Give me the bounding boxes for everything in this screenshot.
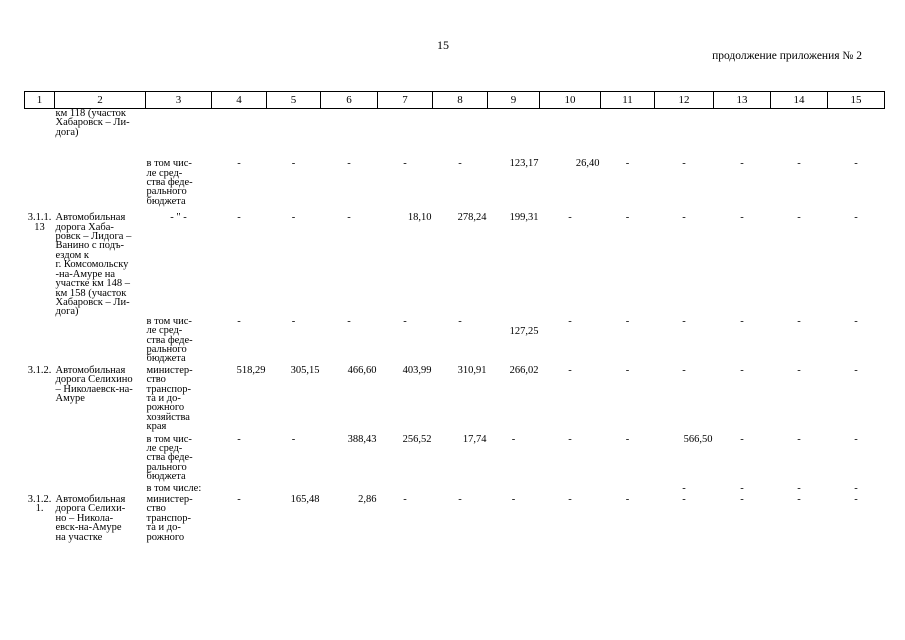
table-row [25,482,885,493]
value-col-5: - [291,158,296,170]
value-col-8: 278,24 [457,212,487,224]
value-col-7: 256,52 [402,433,432,445]
value-col-13: - [740,315,744,327]
value-col-11: - [625,433,630,445]
value-col-12: - [682,482,686,494]
row-number [25,432,55,482]
value-col-5 [267,109,321,138]
value-col-15: - [854,482,858,494]
row-number [25,482,55,493]
column-header-10: 10 [540,92,601,109]
column-header-4: 4 [212,92,267,109]
value-col-15: - [854,315,858,327]
value-col-4: 518,29 [236,364,266,376]
value-col-6: - [347,158,351,170]
value-col-10: 26,40 [575,158,600,170]
responsible-org: в том чис- ле сред- ства феде- рального бюджета [146,433,193,483]
table-row [25,493,885,542]
value-col-12: 566,50 [683,433,713,445]
value-col-11 [601,482,655,493]
value-col-14: - [797,158,801,170]
value-col-15: - [854,433,858,445]
value-col-4: - [237,433,241,445]
row-number: 3.1.2. 1. [27,494,52,515]
value-col-13: - [740,494,744,506]
value-col-11: - [625,315,630,327]
value-col-9: 266,02 [509,364,539,376]
value-col-7 [378,482,433,493]
road-name [55,432,146,482]
value-col-6: - [347,212,351,224]
column-header-11: 11 [601,92,655,109]
table-body [25,109,885,543]
value-col-8 [433,109,488,138]
table-row [25,432,885,482]
value-col-11: - [625,212,630,224]
value-col-4: - [237,494,241,506]
value-col-6 [321,109,378,138]
column-header-row [25,92,885,109]
value-col-12: - [682,315,686,327]
table-row [25,317,885,364]
road-name: км 118 (участок Хабаровск – Ли- дога) [55,108,130,138]
column-header-9: 9 [488,92,540,109]
value-col-14 [771,109,828,138]
value-col-10 [540,482,601,493]
road-name: Автомобильная дорога Хаба- ровск – Лидога – Ванино с подъ- ездом к г. Комсомольску -на-Амуре на участке км 148 – км 158 (участок Хабаровск – Ли- дога) [55,212,132,318]
row-number [25,317,55,364]
value-col-7: 403,99 [402,364,432,376]
row-number [25,109,55,138]
value-col-6 [321,482,378,493]
value-col-9 [488,109,540,138]
value-col-8: - [458,158,462,170]
value-col-15: - [854,494,858,506]
column-header-2: 2 [55,92,146,109]
value-col-12: - [682,158,686,170]
column-header-7: 7 [378,92,433,109]
responsible-org [146,109,212,138]
value-col-12: - [682,494,686,506]
value-col-13: - [740,482,744,494]
page-number: 15 [437,38,449,52]
value-col-10 [540,109,601,138]
value-col-7 [378,109,433,138]
value-col-13 [714,109,771,138]
column-header-3: 3 [146,92,212,109]
value-col-9: 199,31 [509,212,539,224]
value-col-4: - [237,158,241,170]
value-col-5 [267,482,321,493]
column-header-8: 8 [433,92,488,109]
value-col-7: - [403,158,407,170]
value-col-4 [212,109,267,138]
value-col-4: - [237,315,241,327]
road-name [55,137,146,206]
value-col-12: - [682,364,686,376]
value-col-6: 466,60 [347,364,377,376]
column-header-5: 5 [267,92,321,109]
responsible-org: министер- ство транспор- та и до- рожного хозяйства края [146,364,193,433]
column-header-1: 1 [25,92,55,109]
table-row [25,364,885,432]
value-col-8: - [458,315,462,327]
responsible-org: министер- ство транспор- та и до- рожного [146,494,193,543]
value-col-10: - [568,433,572,445]
value-col-9: - [511,433,516,445]
value-col-9 [488,482,540,493]
value-col-7: 18,10 [407,212,432,224]
value-col-5: - [291,433,296,445]
responsible-org: - " - [170,212,187,224]
road-name: Автомобильная дорога Селихи- но – Никола- евск-на-Амуре на участке [55,494,126,543]
value-col-11: - [625,494,630,506]
value-col-14: - [797,315,801,327]
column-header-6: 6 [321,92,378,109]
value-col-5: 165,48 [290,494,320,506]
row-number: 3.1.1. 13 [27,212,52,233]
value-col-15: - [854,212,858,224]
value-col-8: 17,74 [462,433,487,445]
value-col-15 [828,109,885,138]
value-col-13: - [740,433,744,445]
responsible-org: в том чис- ле сред- ства феде- рального бюджета [146,158,193,207]
value-col-14: - [797,482,801,494]
value-col-10: - [568,212,572,224]
value-col-5: - [291,212,296,224]
value-col-15: - [854,364,858,376]
road-name [55,482,146,493]
value-col-6: 388,43 [347,433,377,445]
value-col-13: - [740,212,744,224]
value-col-8 [433,482,488,493]
value-col-8: - [458,494,462,506]
value-col-6: 2,86 [358,494,377,506]
responsible-org: в том чис- ле сред- ства феде- рального бюджета [146,315,193,365]
value-col-14: - [797,212,801,224]
value-col-13: - [740,158,744,170]
value-col-12: - [682,212,686,224]
value-col-9: - [511,494,516,506]
value-col-9: 123,17 [509,158,539,170]
table-row [25,206,885,316]
row-number: 3.1.2. [27,364,52,376]
value-col-14: - [797,433,801,445]
data-table [24,91,885,542]
column-header-12: 12 [655,92,714,109]
value-col-10: - [568,364,572,376]
value-col-13: - [740,364,744,376]
road-name: Автомобильная дорога Селихино – Николаевск-на- Амуре [55,364,133,404]
value-col-9: 127,25 [509,325,539,337]
value-col-4: - [237,212,241,224]
value-col-8: 310,91 [457,364,487,376]
row-number [25,137,55,206]
responsible-org: в том числе: [146,482,202,494]
value-col-11 [601,109,655,138]
column-header-13: 13 [714,92,771,109]
value-col-14: - [797,364,801,376]
value-col-11: - [625,364,630,376]
value-col-12 [655,109,714,138]
value-col-15: - [854,158,858,170]
value-col-7: - [403,315,407,327]
appendix-continuation-label: продолжение приложения № 2 [712,50,862,62]
table-row [25,137,885,206]
value-col-5: 305,15 [290,364,320,376]
value-col-6: - [347,315,351,327]
value-col-4 [212,482,267,493]
table-row [25,109,885,138]
value-col-11: - [625,158,630,170]
value-col-14: - [797,494,801,506]
value-col-7: - [403,494,407,506]
column-header-14: 14 [771,92,828,109]
road-name [55,317,146,364]
value-col-5: - [291,315,296,327]
column-header-15: 15 [828,92,885,109]
value-col-10: - [568,494,572,506]
value-col-10: - [568,315,572,327]
